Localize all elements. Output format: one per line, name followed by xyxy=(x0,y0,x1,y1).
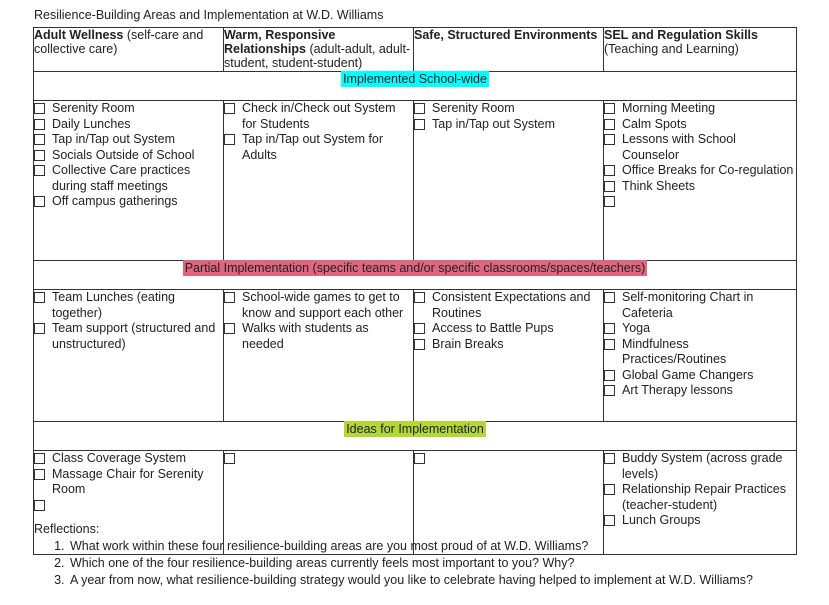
checklist-cell xyxy=(34,101,224,261)
checklist-item-label: Tap in/Tap out System xyxy=(52,132,175,146)
checkbox-icon[interactable] xyxy=(34,323,45,334)
checkbox-icon[interactable] xyxy=(604,119,615,130)
checklist-item xyxy=(34,498,223,514)
checklist-item-label: Relationship Repair Practices (teacher-student) xyxy=(622,482,786,512)
checklist-item xyxy=(604,482,796,513)
checklist-cell xyxy=(414,290,604,422)
checkbox-icon[interactable] xyxy=(604,165,615,176)
checklist-item-label: Team Lunches (eating together) xyxy=(52,290,175,320)
checklist-item-label: Team support (structured and unstructured) xyxy=(52,321,216,351)
checklist-item xyxy=(604,117,796,133)
checklist-cell xyxy=(604,290,797,422)
checkbox-icon[interactable] xyxy=(604,385,615,396)
checklist-item xyxy=(34,321,223,352)
checkbox-icon[interactable] xyxy=(224,103,235,114)
checklist-item-label: Socials Outside of School xyxy=(52,147,195,162)
checklist-item-label: Serenity Room xyxy=(52,101,135,115)
checklist xyxy=(34,451,223,513)
checklist-item xyxy=(34,148,223,164)
checklist-item-label: Massage Chair for Serenity Room xyxy=(52,466,204,496)
checklist-item xyxy=(34,101,223,117)
checkbox-icon[interactable] xyxy=(604,292,615,303)
document-title: Resilience-Building Areas and Implementation at W.D. Williams xyxy=(34,8,384,22)
checklist-item xyxy=(604,383,796,399)
checklist-item xyxy=(414,451,603,467)
checklist-item xyxy=(414,321,603,337)
checklist xyxy=(414,451,603,467)
checklist xyxy=(224,101,413,163)
checklist-item-label: Collective Care practices during staff meetings xyxy=(52,163,191,193)
checklist-item xyxy=(224,290,413,321)
checklist-item-label: Office Breaks for Co-regulation xyxy=(622,163,794,177)
checkbox-icon[interactable] xyxy=(604,181,615,192)
checklist-item xyxy=(604,132,796,163)
section-label: Ideas for Implementation xyxy=(346,422,484,436)
checklist-item-label: Consistent Expectations and Routines xyxy=(432,290,591,320)
checklist-item-label: School-wide games to get to know and support each other xyxy=(242,290,404,320)
checklist-item xyxy=(224,101,413,132)
checkbox-icon[interactable] xyxy=(604,453,615,464)
checklist-item xyxy=(34,117,223,133)
checkbox-icon[interactable] xyxy=(414,339,425,350)
section-header xyxy=(34,261,797,290)
checklist xyxy=(604,451,796,529)
checklist-item xyxy=(414,290,603,321)
checklist-item-label: Lessons with School Counselor xyxy=(622,132,736,162)
checklist-item xyxy=(224,321,413,352)
checkbox-icon[interactable] xyxy=(604,370,615,381)
reflection-questions xyxy=(34,538,753,589)
checklist-item-label: Brain Breaks xyxy=(432,336,504,351)
checklist-item xyxy=(34,194,223,210)
section-header xyxy=(34,72,797,101)
checklist-item-label: Morning Meeting xyxy=(622,101,716,115)
checklist-item-label: Yoga xyxy=(622,321,651,335)
checklist xyxy=(414,290,603,352)
checklist-item-label: Walks with students as needed xyxy=(242,321,369,351)
checklist-item-label: Calm Spots xyxy=(622,116,687,131)
checklist-item xyxy=(604,163,796,179)
checklist xyxy=(414,101,603,132)
checkbox-icon[interactable] xyxy=(604,134,615,145)
checkbox-icon[interactable] xyxy=(34,165,45,176)
checklist-item-label: Serenity Room xyxy=(432,101,515,115)
checkbox-icon[interactable] xyxy=(414,323,425,334)
checklist-item xyxy=(604,451,796,482)
section-label: Partial Implementation (specific teams and/or specific classrooms/spaces/teachers) xyxy=(184,261,646,275)
column-header-sel: SEL and Regulation Skills (Teaching and Learning) xyxy=(604,28,797,72)
section-content-row xyxy=(34,290,797,422)
checklist-item-label: Lunch Groups xyxy=(622,513,701,527)
checkbox-icon[interactable] xyxy=(414,453,425,464)
checkbox-icon[interactable] xyxy=(34,119,45,130)
checklist-item-label: Buddy System (across grade levels) xyxy=(622,451,783,481)
checklist xyxy=(34,290,223,352)
checklist-item-label: Self-monitoring Chart in Cafeteria xyxy=(622,290,754,320)
checklist-item-label: Off campus gatherings xyxy=(52,194,178,208)
checkbox-icon[interactable] xyxy=(604,103,615,114)
checklist-item xyxy=(34,163,223,194)
checklist-item-label: Daily Lunches xyxy=(52,116,131,131)
checklist-item xyxy=(224,451,413,467)
checklist-item xyxy=(414,337,603,353)
checklist-item xyxy=(34,132,223,148)
checklist-item-label: Check in/Check out System for Students xyxy=(242,101,396,131)
checkbox-icon[interactable] xyxy=(414,103,425,114)
checklist-item xyxy=(34,451,223,467)
checklist-item-label: Mindfulness Practices/Routines xyxy=(622,336,727,366)
section-header-row xyxy=(34,72,797,101)
checklist-item xyxy=(604,321,796,337)
checkbox-icon[interactable] xyxy=(34,134,45,145)
checkbox-icon[interactable] xyxy=(34,453,45,464)
reflection-question: 2. Which one of the four resilience-building areas currently feels most important to you? Why? xyxy=(68,555,753,572)
section-header xyxy=(34,422,797,451)
checkbox-icon[interactable] xyxy=(604,339,615,350)
checkbox-icon[interactable] xyxy=(604,484,615,495)
checklist-item xyxy=(604,290,796,321)
section-header-row xyxy=(34,422,797,451)
checklist-cell xyxy=(414,101,604,261)
checkbox-icon[interactable] xyxy=(224,292,235,303)
checklist-item xyxy=(604,194,796,210)
checklist-cell xyxy=(224,101,414,261)
checklist xyxy=(604,101,796,210)
checklist-item xyxy=(414,101,603,117)
checklist-item-label: Global Game Changers xyxy=(622,367,754,382)
checklist-item xyxy=(604,337,796,368)
column-header-environments: Safe, Structured Environments xyxy=(414,28,604,72)
checkbox-icon[interactable] xyxy=(604,196,615,207)
checklist-cell xyxy=(224,290,414,422)
checklist-item xyxy=(34,290,223,321)
column-header-relationships: Warm, Responsive Relationships (adult-adult, adult-student, student-student) xyxy=(224,28,414,72)
checklist-item-label: Access to Battle Pups xyxy=(432,321,554,335)
checklist xyxy=(224,451,413,467)
section-content-row xyxy=(34,101,797,261)
checkbox-icon[interactable] xyxy=(34,103,45,114)
checkbox-icon[interactable] xyxy=(224,453,235,464)
checklist-item xyxy=(414,117,603,133)
checklist-item xyxy=(604,368,796,384)
section-header-row xyxy=(34,261,797,290)
column-header-adult-wellness: Adult Wellness (self-care and collective care) xyxy=(34,28,224,72)
checkbox-icon[interactable] xyxy=(414,119,425,130)
checkbox-icon[interactable] xyxy=(34,150,45,161)
checklist-item-label: Tap in/Tap out System xyxy=(432,116,555,131)
header-row xyxy=(34,28,797,72)
checklist-cell xyxy=(604,101,797,261)
checklist-item-label: Art Therapy lessons xyxy=(622,383,733,397)
checkbox-icon[interactable] xyxy=(224,134,235,145)
reflection-question: 3. A year from now, what resilience-building strategy would you like to celebrate having helped to implement at W.D. Williams? xyxy=(68,572,753,589)
checklist xyxy=(34,101,223,210)
checklist-item xyxy=(604,179,796,195)
checklist-item-label: Think Sheets xyxy=(622,178,695,193)
checkbox-icon[interactable] xyxy=(414,292,425,303)
checklist xyxy=(604,290,796,399)
resilience-table xyxy=(33,27,797,555)
checklist xyxy=(224,290,413,352)
reflections-heading: Reflections: xyxy=(34,522,100,536)
checkbox-icon[interactable] xyxy=(34,500,45,511)
reflections xyxy=(34,521,753,589)
checkbox-icon[interactable] xyxy=(34,292,45,303)
checklist-item xyxy=(604,101,796,117)
reflection-question: 1. What work within these four resilience-building areas are you most proud of at W.D. Williams? xyxy=(68,538,753,555)
checklist-item-label: Class Coverage System xyxy=(52,451,187,465)
checkbox-icon[interactable] xyxy=(224,323,235,334)
section-label: Implemented School-wide xyxy=(343,72,487,86)
checklist-cell xyxy=(34,290,224,422)
checklist-item xyxy=(34,467,223,498)
checkbox-icon[interactable] xyxy=(34,469,45,480)
checkbox-icon[interactable] xyxy=(604,323,615,334)
checklist-item xyxy=(224,132,413,163)
checkbox-icon[interactable] xyxy=(34,196,45,207)
checklist-item-label: Tap in/Tap out System for Adults xyxy=(242,132,384,162)
